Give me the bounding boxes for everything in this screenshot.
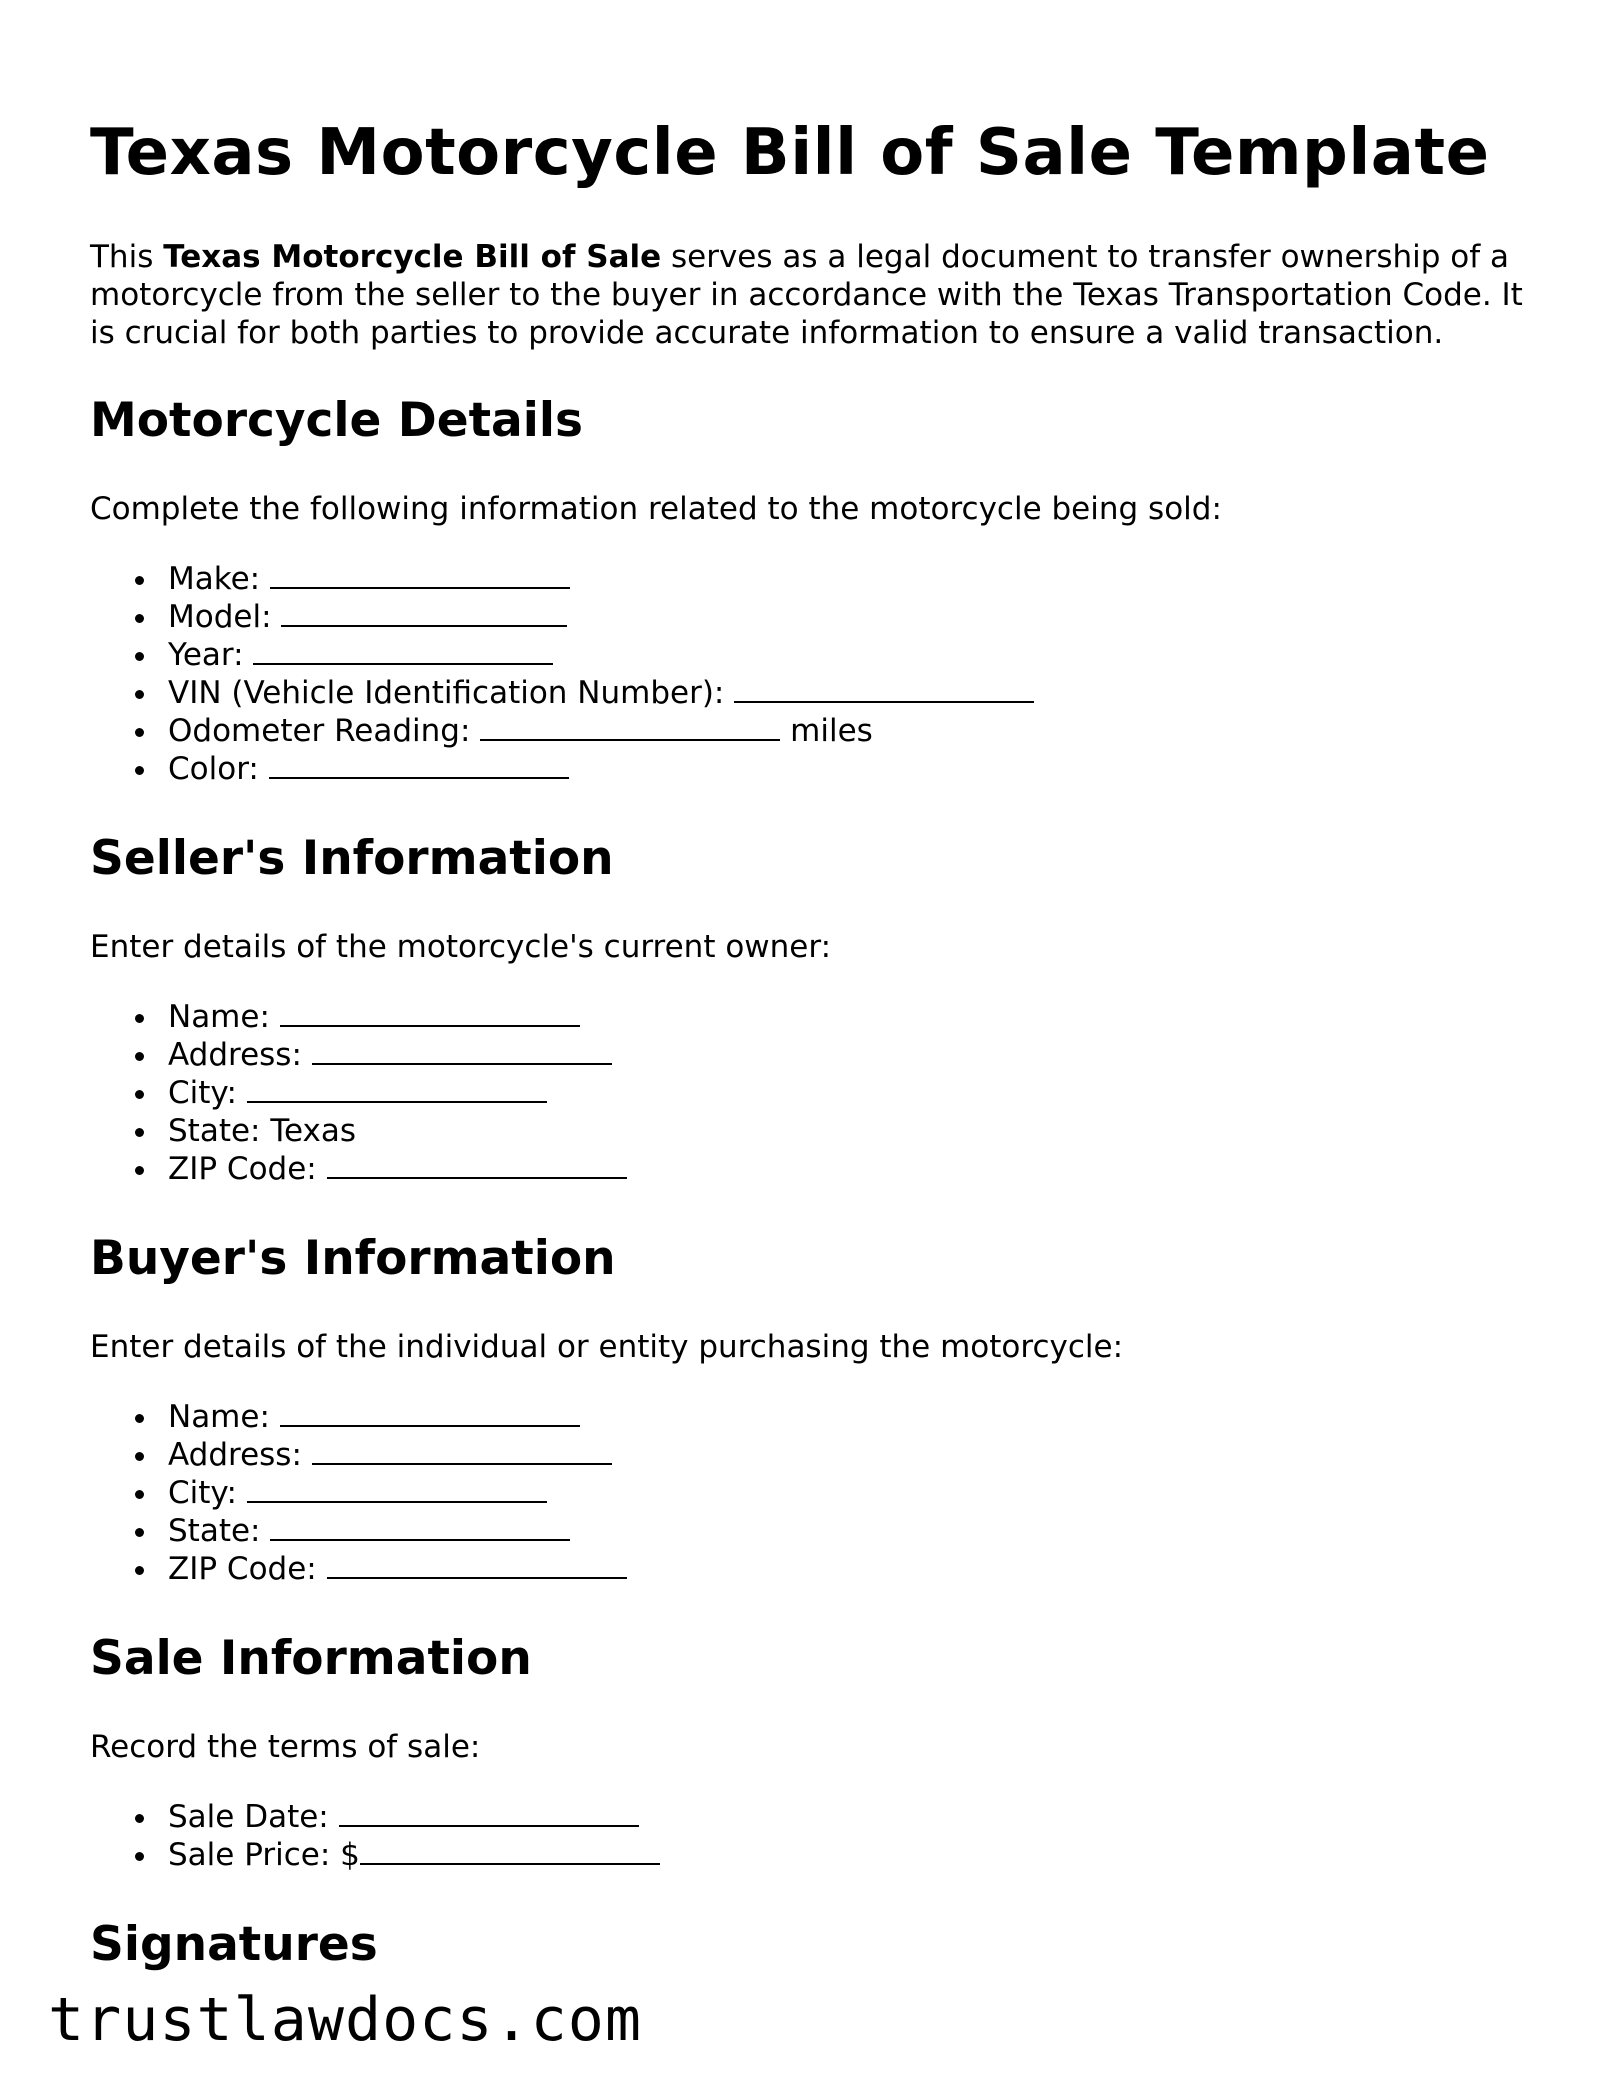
- intro-paragraph: [90, 238, 1530, 352]
- list-item: [168, 598, 1530, 636]
- sale-info-description: Record the terms of sale:: [90, 1729, 481, 1765]
- odometer-blank[interactable]: [480, 713, 780, 741]
- list-item: [168, 1474, 1530, 1512]
- list-item: [168, 1150, 1530, 1188]
- buyer-address-blank[interactable]: [312, 1437, 612, 1465]
- document-page: [90, 108, 1530, 2014]
- seller-zip-blank[interactable]: [327, 1151, 627, 1179]
- seller-city-blank[interactable]: [247, 1075, 547, 1103]
- buyer-info-description: Enter details of the individual or entity purchasing the motorcycle:: [90, 1329, 1124, 1365]
- buyer-city-blank[interactable]: [247, 1475, 547, 1503]
- year-blank[interactable]: [253, 637, 553, 665]
- vin-blank[interactable]: [734, 675, 1034, 703]
- sale-info-heading: Sale Information: [90, 1631, 532, 1686]
- model-label: Model:: [168, 599, 272, 635]
- buyer-address-label: Address:: [168, 1437, 302, 1473]
- list-item: [168, 560, 1530, 598]
- buyer-state-label: State:: [168, 1513, 261, 1549]
- list-item: [168, 1074, 1530, 1112]
- buyer-name-blank[interactable]: [280, 1399, 580, 1427]
- sale-info-list: [90, 1798, 1530, 1874]
- signatures-heading: Signatures: [90, 1917, 378, 1972]
- seller-info-heading: Seller's Information: [90, 831, 614, 886]
- buyer-zip-blank[interactable]: [327, 1551, 627, 1579]
- list-item: [168, 1836, 1530, 1874]
- intro-prefix: This: [90, 239, 164, 275]
- buyer-info-list: [90, 1398, 1530, 1588]
- intro-suffix: serves as a legal document to transfer ownership of a motorcycle from the seller to the buyer in accordance with the Texas Transportation Code. It is crucial for both parties to provide accurate information to ensure a valid transaction.: [90, 239, 1523, 351]
- list-item: [168, 750, 1530, 788]
- page-title: Texas Motorcycle Bill of Sale Template: [90, 116, 1490, 190]
- odometer-label: Odometer Reading:: [168, 713, 471, 749]
- seller-info-list: [90, 998, 1530, 1188]
- year-label: Year:: [168, 637, 244, 673]
- motorcycle-details-heading: Motorcycle Details: [90, 393, 583, 448]
- seller-state-label: State: Texas: [168, 1113, 357, 1149]
- vin-label: VIN (Vehicle Identification Number):: [168, 675, 725, 711]
- buyer-zip-label: ZIP Code:: [168, 1551, 317, 1587]
- list-item: [168, 1036, 1530, 1074]
- make-blank[interactable]: [270, 561, 570, 589]
- seller-address-blank[interactable]: [312, 1037, 612, 1065]
- buyer-state-blank[interactable]: [270, 1513, 570, 1541]
- seller-name-label: Name:: [168, 999, 270, 1035]
- list-item: [168, 636, 1530, 674]
- color-label: Color:: [168, 751, 259, 787]
- sale-date-blank[interactable]: [339, 1799, 639, 1827]
- seller-address-label: Address:: [168, 1037, 302, 1073]
- color-blank[interactable]: [269, 751, 569, 779]
- make-label: Make:: [168, 561, 261, 597]
- list-item: [168, 998, 1530, 1036]
- list-item: [168, 1798, 1530, 1836]
- model-blank[interactable]: [281, 599, 567, 627]
- intro-bold: Texas Motorcycle Bill of Sale: [163, 239, 662, 275]
- sale-price-label: Sale Price: $: [168, 1837, 360, 1873]
- odometer-unit: miles: [790, 713, 873, 749]
- sale-price-blank[interactable]: [360, 1837, 660, 1865]
- buyer-name-label: Name:: [168, 1399, 270, 1435]
- list-item: [168, 1436, 1530, 1474]
- seller-info-description: Enter details of the motorcycle's current owner:: [90, 929, 832, 965]
- buyer-info-heading: Buyer's Information: [90, 1231, 616, 1286]
- watermark: trustlawdocs.com: [48, 1985, 642, 2055]
- list-item: [168, 1398, 1530, 1436]
- seller-city-label: City:: [168, 1075, 237, 1111]
- motorcycle-details-description: Complete the following information related to the motorcycle being sold:: [90, 491, 1222, 527]
- seller-zip-label: ZIP Code:: [168, 1151, 317, 1187]
- seller-name-blank[interactable]: [280, 999, 580, 1027]
- list-item: [168, 674, 1530, 712]
- sale-date-label: Sale Date:: [168, 1799, 329, 1835]
- buyer-city-label: City:: [168, 1475, 237, 1511]
- list-item: [168, 712, 1530, 750]
- list-item: [168, 1112, 1530, 1150]
- list-item: [168, 1512, 1530, 1550]
- motorcycle-details-list: [90, 560, 1530, 788]
- list-item: [168, 1550, 1530, 1588]
